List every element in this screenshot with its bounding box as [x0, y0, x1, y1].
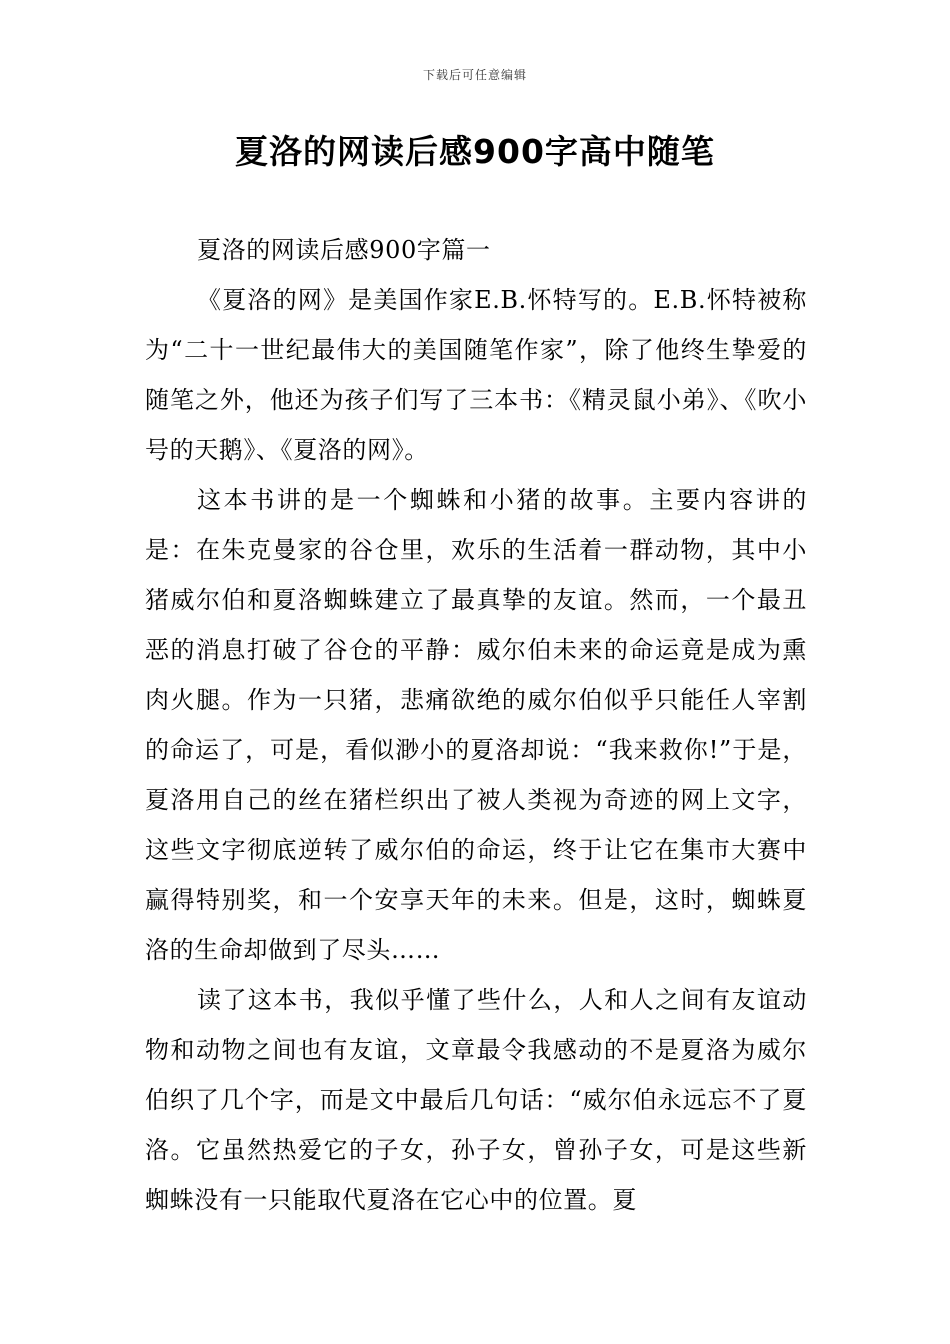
document-title: 夏洛的网读后感900字高中随笔 — [235, 132, 715, 171]
paragraph-2: 这本书讲的是一个蜘蛛和小猪的故事。主要内容讲的是：在朱克曼家的谷仓里，欢乐的生活着一群动物，其中小猪威尔伯和夏洛蜘蛛建立了最真挚的友谊。然而，一个最丑恶的消息打破了谷仓的平静：威尔伯未来的命运竟是成为熏肉火腿。作为一只猪，悲痛欲绝的威尔伯似乎只能任人宰割的命运了，可是，看似渺小的夏洛却说：“我来救你!”于是，夏洛用自己的丝在猪栏织出了被人类视为奇迹的网上文字，这些文字彻底逆转了威尔伯的命运，终于让它在集市大赛中赢得特别奖，和一个安享天年的未来。但是，这时，蜘蛛夏洛的生命却做到了尽头…… — [145, 486, 807, 964]
section-heading: 夏洛的网读后感900字篇一 — [197, 236, 491, 264]
header-note: 下载后可任意编辑 — [422, 68, 527, 82]
document-body — [145, 225, 807, 1225]
paragraph-3: 读了这本书，我似乎懂了些什么，人和人之间有友谊动物和动物之间也有友谊，文章最令我感动的不是夏洛为威尔伯织了几个字，而是文中最后几句话：“威尔伯永远忘不了夏洛。它虽然热爱它的子女，孙子女，曾孙子女，可是这些新蜘蛛没有一只能取代夏洛在它心中的位置。夏 — [145, 986, 807, 1214]
paragraph-1: 《夏洛的网》是美国作家E.B.怀特写的。E.B.怀特被称为“二十一世纪最伟大的美国随笔作家”，除了他终生挚爱的随笔之外，他还为孩子们写了三本书：《精灵鼠小弟》、《吹小号的天鹅》、《夏洛的网》。 — [145, 286, 807, 464]
